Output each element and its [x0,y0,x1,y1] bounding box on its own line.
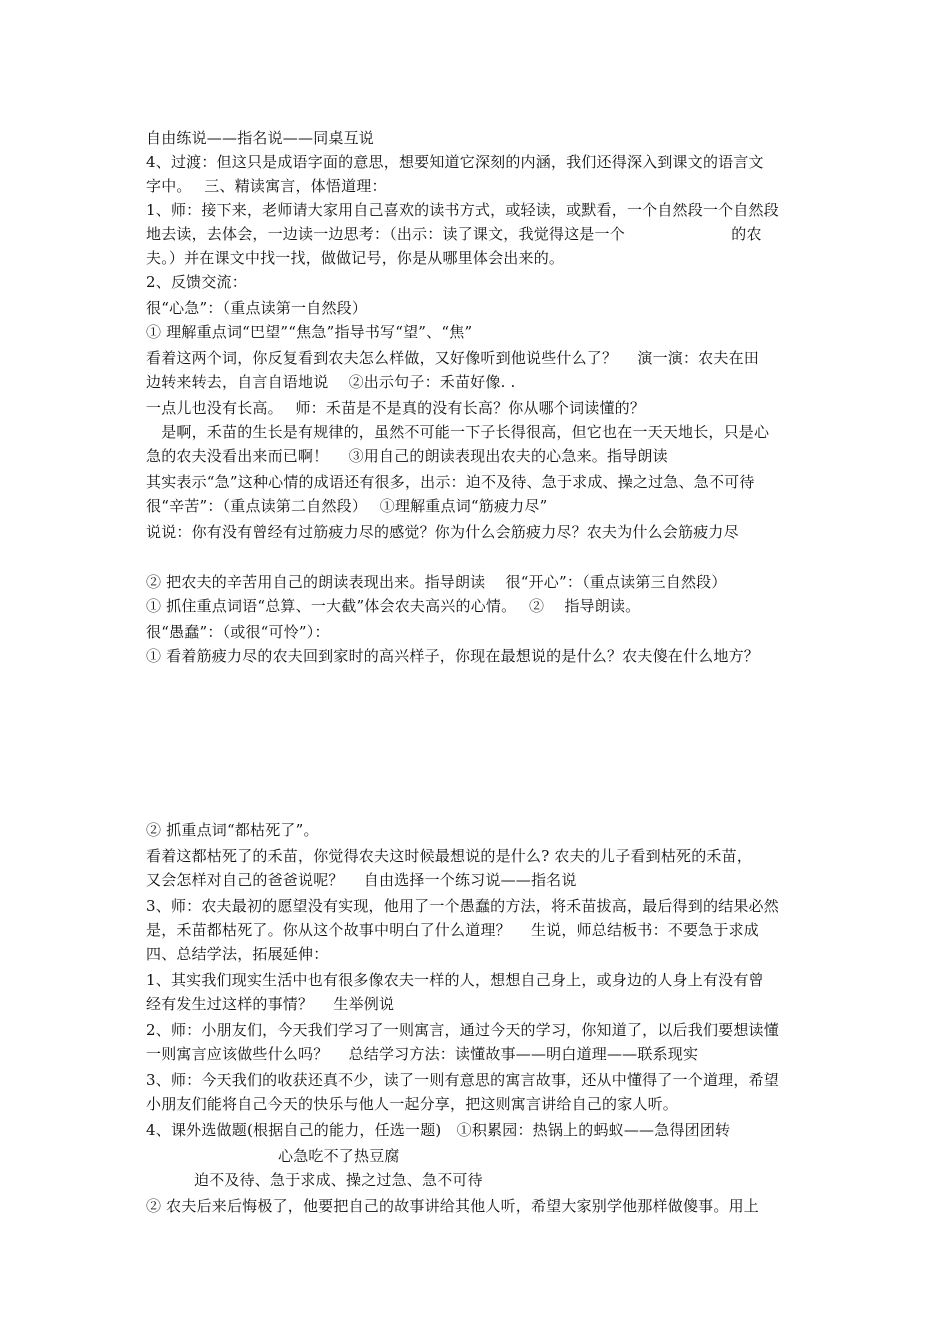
text-line: 看着这都枯死了的禾苗，你觉得农夫这时候最想说的是什么? 农夫的儿子看到枯死的禾苗， [146,847,753,865]
text-line: 1、其实我们现实生活中也有很多像农夫一样的人，想想自己身上，或身边的人身上有没有曾 [146,971,764,989]
text-line: ① 抓住重点词语“总算、一大截”体会农夫高兴的心情。 ② 指导朗读。 [146,597,641,615]
text-line: 一则寓言应该做些什么吗？ 总结学习方法：读懂故事——明白道理——联系现实 [146,1045,699,1063]
text-line: 很“辛苦”：（重点读第二自然段） ①理解重点词“筋疲力尽” [146,497,548,515]
text-line: 心急吃不了热豆腐 [278,1147,400,1165]
text-line: 说说：你有没有曾经有过筋疲力尽的感觉？你为什么会筋疲力尽？农夫为什么会筋疲力尽 [146,523,739,541]
text-line: ① 看着筋疲力尽的农夫回到家时的高兴样子，你现在最想说的是什么？农夫傻在什么地方？ [146,647,759,665]
text-line: 很“愚蠢”：（或很“可怜”）： [146,623,330,641]
text-line: 4、过渡：但这只是成语字面的意思，想要知道它深刻的内涵，我们还得深入到课文的语言文 [146,153,764,171]
text-line: 3、师：今天我们的收获还真不少，读了一则有意思的寓言故事，还从中懂得了一个道理，希望 [146,1071,779,1089]
text-line: 又会怎样对自己的爸爸说呢？ 自由选择一个练习说——指名说 [146,871,577,889]
text-line: 夫。）并在课文中找一找，做做记号，你是从哪里体会出来的。 [146,249,565,267]
text-line: ① 理解重点词“巴望”“焦急”指导书写“望”、“焦” [146,323,473,341]
text-line: 2、师：小朋友们，今天我们学习了一则寓言，通过今天的学习，你知道了，以后我们要想读懂 [146,1021,779,1039]
text-line: 3、师：农夫最初的愿望没有实现，他用了一个愚蠢的方法，将禾苗拔高，最后得到的结果必然 [146,897,779,915]
text-line: 4、课外选做题(根据自己的能力，任选一题) ①积累园：热锅上的蚂蚁——急得团团转 [146,1121,731,1139]
text-line: ② 抓重点词“都枯死了”。 [146,821,319,839]
text-line: 急的农夫没看出来而已啊！ ③用自己的朗读表现出农夫的心急来。指导朗读 [146,447,668,465]
text-line: 边转来转去，自言自语地说 ②出示句子：禾苗好像. . [146,373,516,391]
text-line: 看着这两个词，你反复看到农夫怎么样做，又好像听到他说些什么了？ 演一演：农夫在田 [146,349,759,367]
text-line: 一点儿也没有长高。 师：禾苗是不是真的没有长高？你从哪个词读懂的？ [146,399,646,417]
text-line: 是啊，禾苗的生长是有规律的，虽然不可能一下子长得很高，但它也在一天天地长，只是心 [146,423,770,441]
text-line: ② 把农夫的辛苦用自己的朗读表现出来。指导朗读 很“开心”：（重点读第三自然段） [146,573,727,591]
text-line: 经有发生过这样的事情？ 生举例说 [146,995,395,1013]
text-line: 四、总结学法，拓展延伸： [146,945,329,963]
text-line: 很“心急”：（重点读第一自然段） [146,299,368,317]
text-line: 1、师：接下来，老师请大家用自己喜欢的读书方式，或轻读，或默看，一个自然段一个自然段 [146,201,779,219]
text-line: 2、反馈交流： [146,273,247,291]
text-line: 地去读，去体会，一边读一边思考：（出示：读了课文，我觉得这是一个 的农 [146,225,762,243]
text-line: ② 农夫后来后悔极了，他要把自己的故事讲给其他人听，希望大家别学他那样做傻事。用上 [146,1197,759,1215]
text-line: 迫不及待、急于求成、操之过急、急不可待 [194,1171,483,1189]
text-line: 字中。 三、精读寓言，体悟道理： [146,177,387,195]
text-line: 自由练说——指名说——同桌互说 [146,129,375,147]
text-line: 是，禾苗都枯死了。你从这个故事中明白了什么道理？ 生说，师总结板书：不要急于求成 [146,921,759,939]
text-line: 小朋友们能将自己今天的快乐与他人一起分享，把这则寓言讲给自己的家人听。 [146,1095,679,1113]
text-line: 其实表示“急”这种心情的成语还有很多，出示：迫不及待、急于求成、操之过急、急不可待 [146,473,755,491]
